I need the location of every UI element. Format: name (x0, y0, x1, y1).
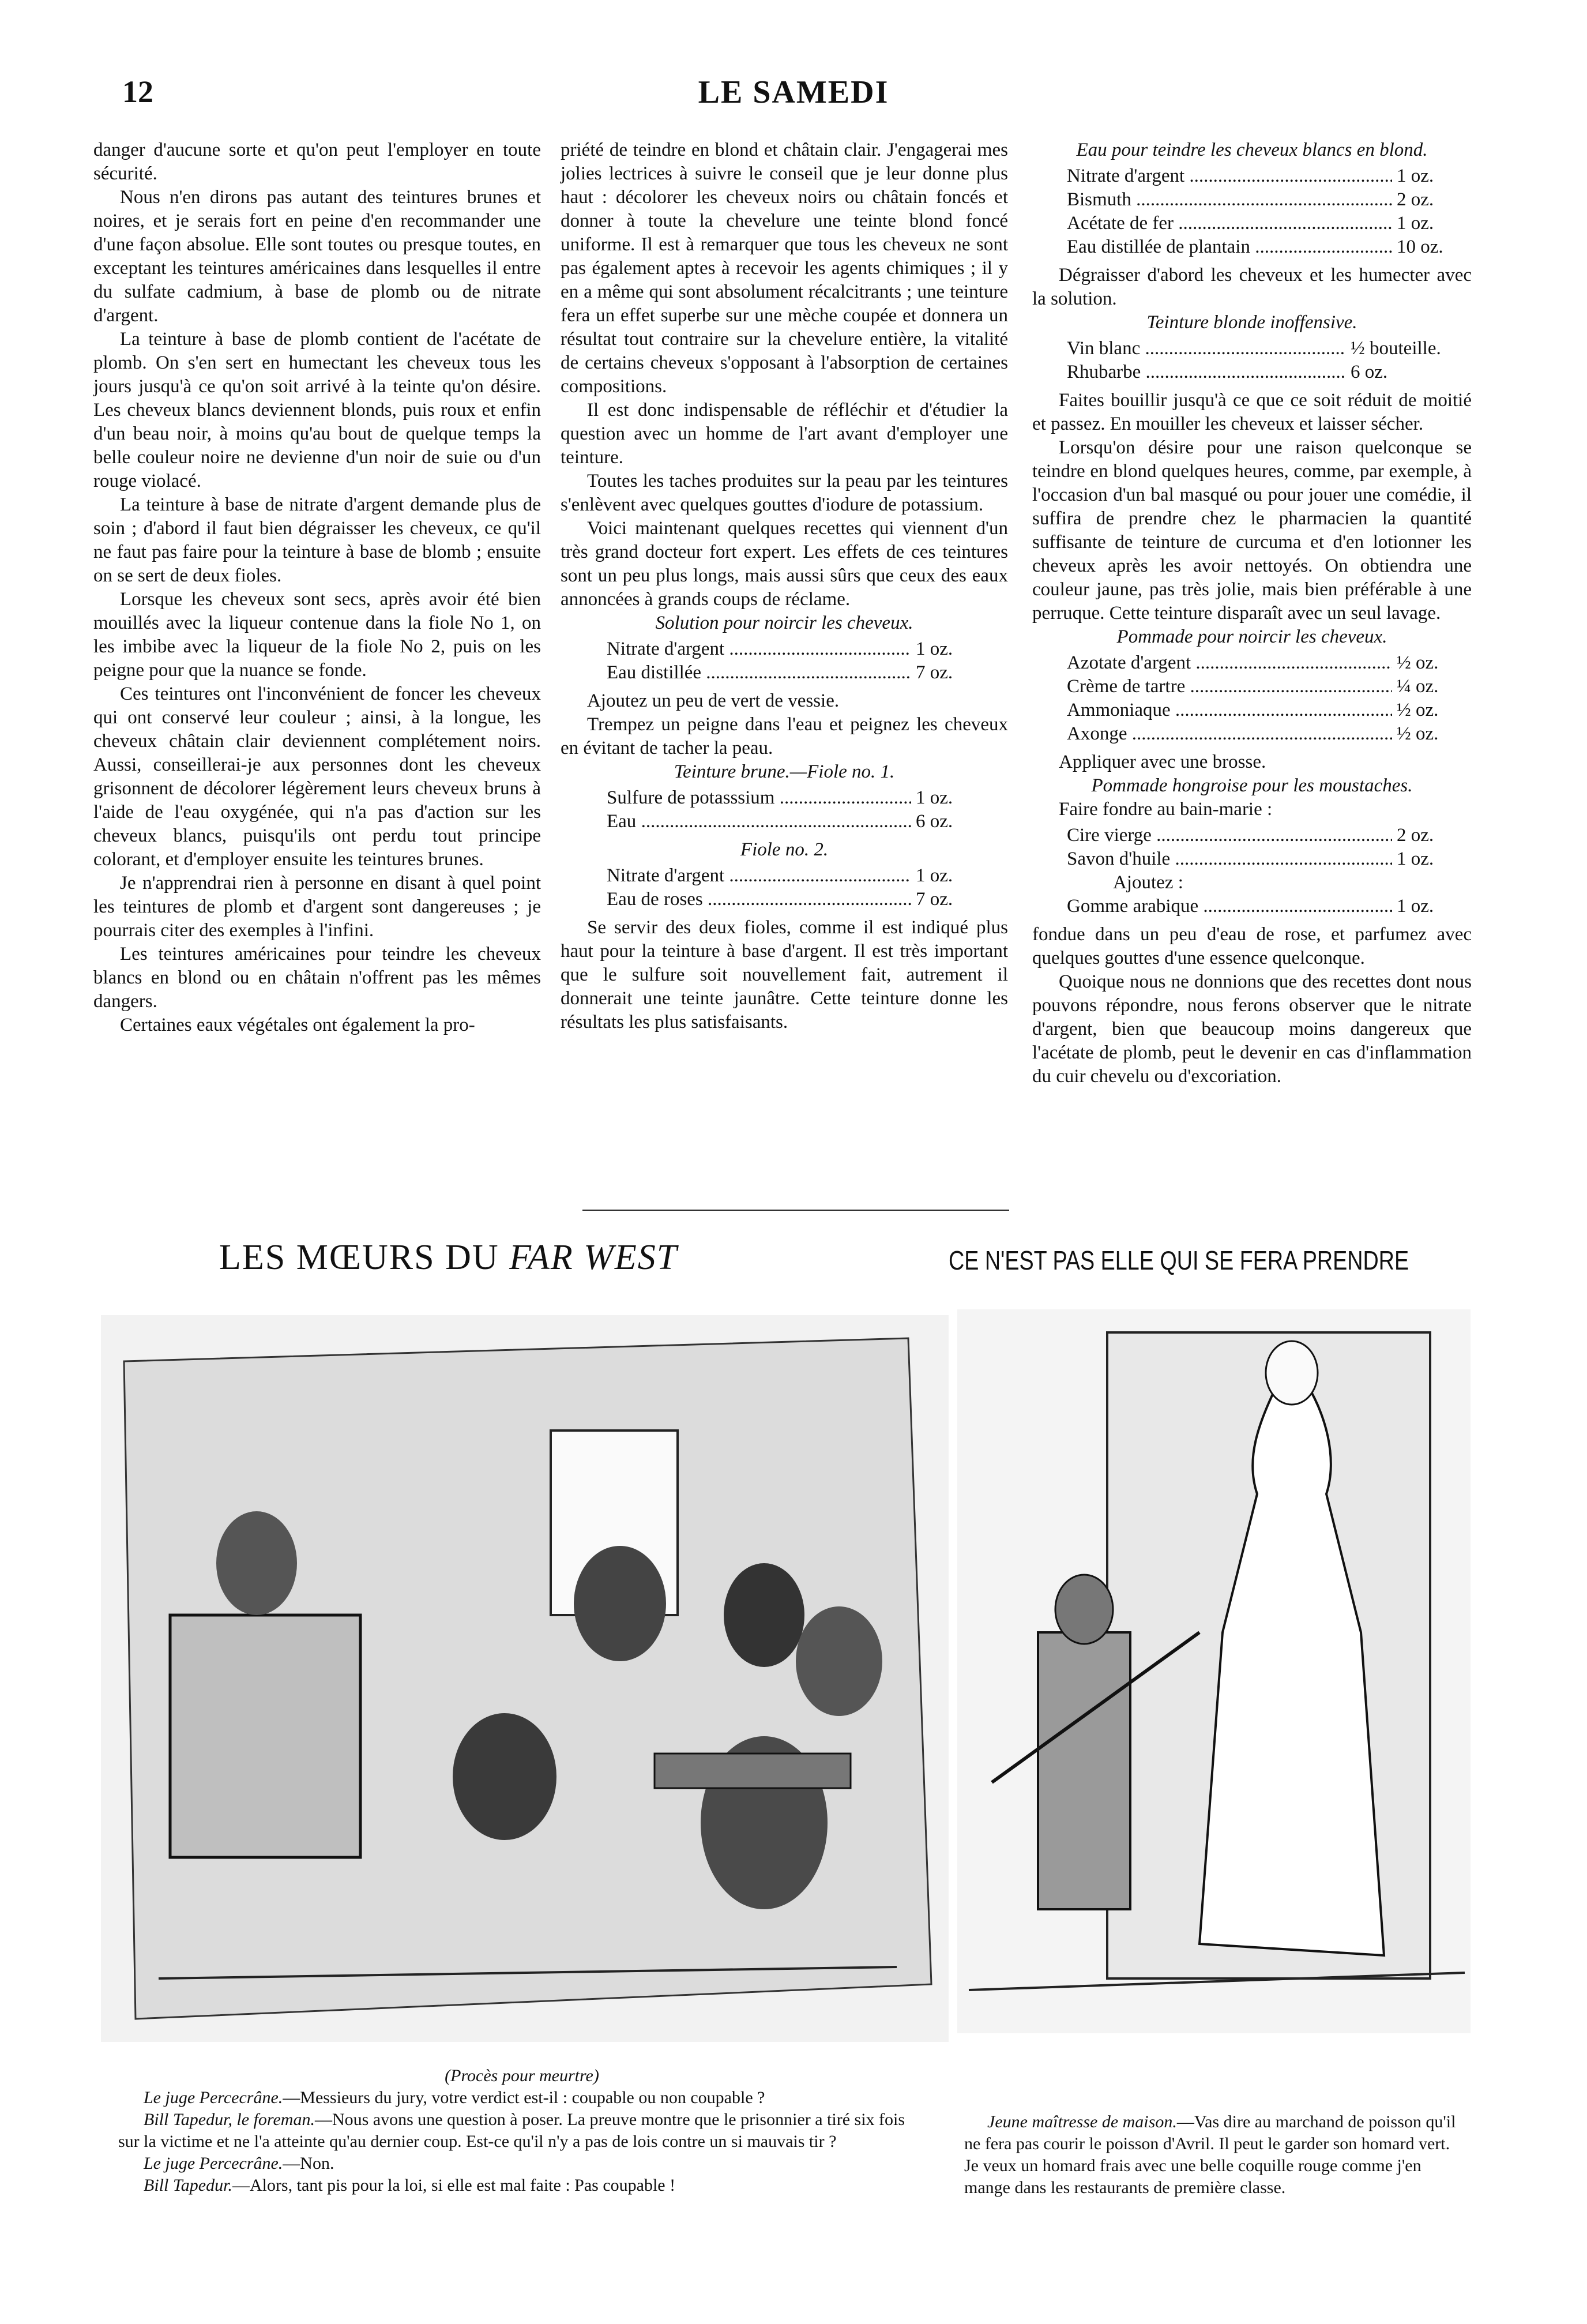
ingredient-name: Eau de roses ..... (607, 888, 911, 911)
recipe-list (1032, 824, 1472, 918)
article-column-1 (93, 138, 541, 1037)
paragraph: Il est donc indispensable de réfléchir et d'étudier la question avec un homme de l'art avant d'employer une teinture. (561, 400, 1008, 468)
ingredient-name: Acétate de fer ..... (1067, 212, 1392, 235)
dialogue-line (118, 2175, 926, 2197)
paragraph: Faire fondre au bain-marie : (1059, 799, 1273, 820)
title-italic-part: FAR WEST (509, 1238, 678, 1277)
speaker-name: Bill Tapedur. (144, 2176, 232, 2195)
cartoon-title-right: CE N'EST PAS ELLE QUI SE FERA PRENDRE (949, 1245, 1409, 1275)
recipe-list (1032, 164, 1472, 259)
recipe-list (561, 786, 1008, 834)
paragraph: Voici maintenant quelques recettes qui viennent d'un très grand docteur fort expert. Les effets de ces teintures sont un peu plus longs, mais aussi sûrs que ceux des eaux annoncées à grands coups de réclame. (561, 518, 1008, 610)
recipe-item (1067, 675, 1454, 699)
far-west-courtroom-illustration (101, 1315, 949, 2042)
ingredient-qty: 1 oz. (1397, 166, 1434, 186)
ingredient-name: Cire vierge ..... (1067, 824, 1392, 847)
ingredient-name: Azotate d'argent ..... (1067, 651, 1392, 675)
ingredient-qty: 2 oz. (1397, 189, 1434, 210)
paragraph: Nous n'en dirons pas autant des teintures brunes et noires, et je serais fort en peine d'en recommander une d'une façon absolue. Elle sont toutes ou presque toutes, en exceptant les teintures américaines dans lesquelles il entre du sulfate cadmium, à base de plomb ou de nitrate d'argent. (93, 187, 541, 326)
dialogue-line (118, 2153, 926, 2175)
ingredient-name: Sulfure de potasssium ..... (607, 786, 911, 810)
ingredient-name: Crème de tartre ..... (1067, 675, 1392, 699)
ingredient-name: Vin blanc ..... (1067, 337, 1346, 361)
caption-subtitle: (Procès pour meurtre) (445, 2066, 599, 2085)
paragraph: Quoique nous ne donnions que des recettes dont nous pouvons répondre, nous ferons observer que le nitrate d'argent, bien que beaucoup moins dangereux que l'acétate de plomb, peut le devenir en cas d'inflammation du cuir chevelu ou d'excoriation. (1032, 971, 1472, 1087)
recipe-note: Ajoutez : (1113, 872, 1183, 893)
paragraph: La teinture à base de nitrate d'argent demande plus de soin ; d'abord il faut bien dégraisser les cheveux, ce qu'il ne faut pas faire pour la teinture à base de blomb ; ensuite on se sert de deux fioles. (93, 494, 541, 586)
cartoon-caption-left (118, 2065, 926, 2197)
dialogue-text: —Non. (283, 2154, 334, 2173)
paragraph: Lorsqu'on désire pour une raison quelconque se teindre en blond quelques heures, comme, par exemple, à l'occasion d'un bal masqué ou pour jouer une comédie, il suffira de prendre chez le pharmacien la quantité suffisante de teinture de curcuma et d'en lotionner les cheveux après les avoir nettoyés. On obtiendra une couleur jaune, pas très jolie, mais bien préférable à une perruque. Cette teinture disparaît avec un seul lavage. (1032, 437, 1472, 624)
ingredient-name: Nitrate d'argent ..... (607, 637, 911, 661)
paragraph: fondue dans un peu d'eau de rose, et parfumez avec quelques gouttes d'une essence quelconque. (1032, 924, 1472, 968)
paragraph: Ces teintures ont l'inconvénient de foncer les cheveux qui ont conservé leur couleur ; ainsi, à la longue, les cheveux châtain clair deviennent complétement noirs. Aussi, conseillerai-je aux personnes dont les cheveux grisonnent de décolorer légèrement leurs cheveux bruns à l'aide de l'eau oxygénée, qui n'a pas d'action sur les cheveux blancs, puisqu'ils ont perdu tout principe colorant, et d'employer ensuite les teintures brunes. (93, 684, 541, 870)
ingredient-qty: ½ oz. (1397, 652, 1439, 673)
recipe-item (607, 888, 973, 911)
ingredient-name: Eau distillée ..... (607, 661, 911, 685)
recipe-item (607, 864, 973, 888)
paragraph: Dégraisser d'abord les cheveux et les humecter avec la solution. (1032, 265, 1472, 309)
recipe-item (1067, 235, 1454, 259)
paragraph: Toutes les taches produites sur la peau par les teintures s'enlèvent avec quelques gouttes d'iodure de potassium. (561, 471, 1008, 515)
dialogue-line (118, 2109, 926, 2153)
speaker-name: Le juge Percecrâne. (144, 2088, 283, 2107)
speaker-name: Jeune maîtresse de maison. (987, 2112, 1177, 2131)
paragraph: priété de teindre en blond et châtain clair. J'engagerai mes jolies lectrices à suivre le conseil que je leur donne plus haut : décolorer les cheveux noirs ou châtain foncés et donner à toute la chevelure une teinte blond foncé uniforme. Il est à remarquer que tous les cheveux ne sont pas également aptes à recevoir les agents chimiques ; il y en a même qui sont absolument récalcitrants ; une teinture fera un effet superbe sur une mèche coupée et donnera un résultat tout contraire sur la chevelure entière, la vitalité de certains cheveux s'opposant à l'absorption de certaines compositions. (561, 140, 1008, 397)
recipe-title: Teinture blonde inoffensive. (1146, 312, 1357, 333)
paragraph: Certaines eaux végétales ont également la pro- (120, 1015, 475, 1035)
ingredient-qty: 1 oz. (916, 787, 953, 808)
recipe-list (561, 637, 1008, 685)
cartoon-title-left (219, 1237, 678, 1278)
ingredient-qty: 1 oz. (1397, 896, 1434, 917)
recipe-list (1032, 337, 1472, 384)
ingredient-name: Bismuth ..... (1067, 188, 1392, 212)
recipe-title: Eau pour teindre les cheveux blancs en blond. (1076, 140, 1428, 160)
recipe-title: Fiole no. 2. (740, 839, 829, 860)
recipe-item (1067, 188, 1454, 212)
recipe-item (607, 637, 973, 661)
ingredient-name: Ammoniaque ..... (1067, 699, 1392, 722)
ingredient-name: Nitrate d'argent ..... (607, 864, 911, 888)
page-number: 12 (122, 74, 153, 109)
recipe-item (1067, 164, 1454, 188)
ingredient-qty: ½ oz. (1397, 700, 1439, 720)
recipe-list (561, 864, 1008, 911)
ingredient-name: Gomme arabique ..... (1067, 895, 1392, 918)
ingredient-qty: ½ oz. (1397, 723, 1439, 744)
ingredient-name: Savon d'huile ..... (1067, 847, 1392, 871)
ingredient-qty: 1 oz. (1397, 213, 1434, 234)
recipe-list (1032, 651, 1472, 746)
article-column-2 (561, 138, 1008, 1034)
ingredient-qty: 1 oz. (1397, 848, 1434, 869)
cartoon-caption-right (964, 2111, 1466, 2199)
recipe-title: Solution pour noircir les cheveux. (655, 613, 913, 633)
ingredient-qty: 2 oz. (1397, 825, 1434, 846)
article-column-3 (1032, 138, 1472, 1088)
young-housewife-illustration (957, 1309, 1471, 2033)
ingredient-name: Rhubarbe ..... (1067, 361, 1346, 384)
paragraph: Trempez un peigne dans l'eau et peignez les cheveux en évitant de tacher la peau. (561, 714, 1008, 759)
paragraph: Faites bouillir jusqu'à ce que ce soit réduit de moitié et passez. En mouiller les cheveux et laisser sécher. (1032, 390, 1472, 434)
ingredient-name: Axonge ..... (1067, 722, 1392, 746)
ingredient-name: Eau distillée de plantain ..... (1067, 235, 1392, 259)
ingredient-qty: 6 oz. (916, 811, 953, 832)
ingredient-qty: 10 oz. (1397, 236, 1443, 257)
paragraph: Se servir des deux fioles, comme il est indiqué plus haut pour la teinture à base d'argent. Il est très important que le sulfure soit nouvellement fait, autrement il donnerait une teinte jaunâtre. Cette teinture donne les résultats les plus satisfaisants. (561, 917, 1008, 1033)
recipe-item (607, 786, 973, 810)
ingredient-qty: 1 oz. (916, 639, 953, 659)
paragraph: Lorsque les cheveux sont secs, après avoir été bien mouillés avec la liqueur contenue dans la fiole No 1, on les imbibe avec la liqueur de la fiole No 2, puis on les peigne pour que la nuance se fonde. (93, 589, 541, 681)
recipe-item (1067, 847, 1454, 871)
recipe-item (1067, 212, 1454, 235)
ingredient-qty: ½ bouteille. (1351, 338, 1441, 359)
dialogue-text: —Nous avons une question à poser. La preuve montre que le prisonnier a tiré six fois sur la victime et ne l'a atteinte qu'au dernier coup. Est-ce qu'il n'y a pas de lois contre un si mauvais tir ? (118, 2110, 905, 2151)
recipe-title: Teinture brune.—Fiole no. 1. (674, 761, 895, 782)
recipe-item (1067, 337, 1454, 361)
doorway-drawing (957, 1309, 1471, 2033)
dialogue-line (118, 2087, 926, 2109)
recipe-item (1067, 699, 1454, 722)
speaker-name: Le juge Percecrâne. (144, 2154, 283, 2173)
dialogue-text: —Vas dire au marchand de poisson qu'il ne fera pas courir le poisson d'Avril. Il peut le garder son homard vert. Je veux un homard frais avec une belle coquille rouge comme j'en mange dans les restaurants de première classe. (964, 2112, 1456, 2197)
recipe-item (1067, 651, 1454, 675)
paragraph: danger d'aucune sorte et qu'on peut l'employer en toute sécurité. (93, 140, 541, 184)
recipe-item (607, 810, 973, 834)
recipe-item (1067, 722, 1454, 746)
recipe-item (1067, 361, 1454, 384)
title-part: LES MŒURS DU (219, 1238, 499, 1277)
dialogue-line (964, 2111, 1466, 2199)
paragraph: Les teintures américaines pour teindre les cheveux blancs en blond ou en châtain n'offrent pas les mêmes dangers. (93, 944, 541, 1012)
ingredient-qty: 6 oz. (1351, 362, 1388, 382)
paragraph: Ajoutez un peu de vert de vessie. (587, 690, 840, 711)
paragraph: Je n'apprendrai rien à personne en disant à quel point les teintures de plomb et d'argent sont dangereuses ; je pourrais citer des exemples à l'infini. (93, 873, 541, 941)
ingredient-qty: ¼ oz. (1397, 676, 1439, 697)
courtroom-drawing (101, 1315, 949, 2042)
newspaper-title: LE SAMEDI (698, 74, 889, 110)
ingredient-qty: 1 oz. (916, 865, 953, 886)
dialogue-text: —Alors, tant pis pour la loi, si elle est mal faite : Pas coupable ! (232, 2176, 676, 2195)
dialogue-text: —Messieurs du jury, votre verdict est-il : coupable ou non coupable ? (283, 2088, 765, 2107)
speaker-name: Bill Tapedur, le foreman. (144, 2110, 315, 2129)
recipe-item (1067, 895, 1454, 918)
ingredient-qty: 7 oz. (916, 662, 953, 683)
recipe-title: Pommade pour noircir les cheveux. (1116, 626, 1387, 647)
recipe-item (607, 661, 973, 685)
ingredient-name: Eau ..... (607, 810, 911, 834)
ingredient-qty: 7 oz. (916, 889, 953, 910)
paragraph: Appliquer avec une brosse. (1059, 752, 1266, 772)
recipe-title: Pommade hongroise pour les moustaches. (1091, 775, 1413, 796)
ingredient-name: Nitrate d'argent ..... (1067, 164, 1392, 188)
recipe-item (1067, 824, 1454, 847)
section-divider (582, 1210, 1009, 1211)
paragraph: La teinture à base de plomb contient de l'acétate de plomb. On s'en sert en humectant les cheveux tous les jours jusqu'à ce qu'on soit arrivé à la teinte qu'on désire. Les cheveux blancs deviennent blonds, puis roux et enfin d'un beau noir, à moins qu'au bout de quelque temps la belle couleur noire ne devienne d'un noir de suie ou d'un rouge violacé. (93, 329, 541, 491)
